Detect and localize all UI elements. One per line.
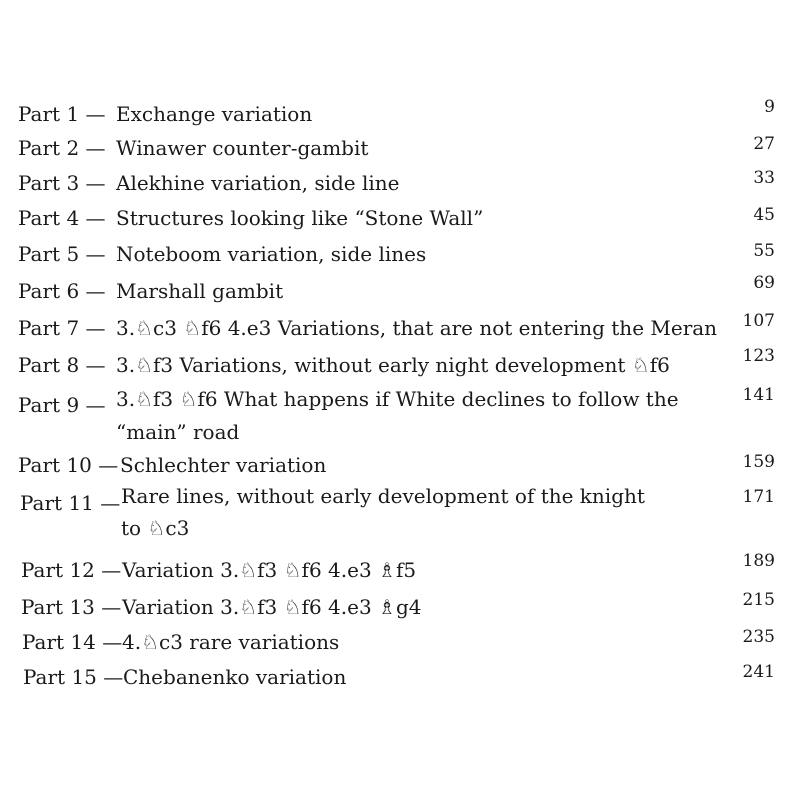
part-number: Part 11 — bbox=[20, 491, 121, 515]
part-title: 3.♘c3 ♘f6 4.e3 Variations, that are not entering the Meran bbox=[116, 316, 718, 340]
part-title: Variation 3.♘f3 ♘f6 4.e3 ♗g4 bbox=[122, 595, 422, 619]
part-title: Structures looking like “Stone Wall” bbox=[116, 206, 484, 230]
part-title: 4.♘c3 rare variations bbox=[122, 630, 340, 654]
part-title: Rare lines, without early development of the knight bbox=[121, 484, 645, 508]
part-title: Winawer counter-gambit bbox=[116, 136, 369, 160]
part-number: Part 9 — bbox=[18, 393, 106, 417]
part-title-continued: “main” road bbox=[116, 420, 240, 444]
page-number: 27 bbox=[753, 134, 775, 154]
part-title: Exchange variation bbox=[116, 102, 313, 126]
part-title: 3.♘f3 Variations, without early night development ♘f6 bbox=[116, 353, 670, 377]
page-number: 123 bbox=[742, 346, 775, 366]
part-number: Part 7 — bbox=[18, 316, 106, 340]
page-number: 9 bbox=[764, 97, 775, 117]
part-number: Part 15 — bbox=[23, 665, 124, 689]
page-number: 241 bbox=[742, 662, 775, 682]
page-number: 55 bbox=[753, 241, 775, 261]
part-number: Part 3 — bbox=[18, 171, 106, 195]
part-title: Variation 3.♘f3 ♘f6 4.e3 ♗f5 bbox=[122, 558, 417, 582]
page-number: 215 bbox=[742, 590, 775, 610]
part-number: Part 12 — bbox=[21, 558, 122, 582]
page-number: 45 bbox=[753, 205, 775, 225]
part-title-continued: to ♘c3 bbox=[121, 516, 190, 540]
part-title: Marshall gambit bbox=[116, 279, 284, 303]
page-number: 171 bbox=[742, 487, 775, 507]
part-number: Part 5 — bbox=[18, 242, 106, 266]
page-number: 141 bbox=[742, 385, 775, 405]
part-number: Part 8 — bbox=[18, 353, 106, 377]
page-number: 159 bbox=[742, 452, 775, 472]
part-title: Alekhine variation, side line bbox=[116, 171, 400, 195]
part-number: Part 13 — bbox=[21, 595, 122, 619]
part-number: Part 14 — bbox=[22, 630, 123, 654]
page-number: 107 bbox=[742, 311, 775, 331]
part-number: Part 4 — bbox=[18, 206, 106, 230]
part-number: Part 10 — bbox=[18, 453, 119, 477]
part-title: Schlechter variation bbox=[120, 453, 327, 477]
page-number: 189 bbox=[742, 551, 775, 571]
part-number: Part 6 — bbox=[18, 279, 106, 303]
part-title: Chebanenko variation bbox=[123, 665, 347, 689]
part-title: 3.♘f3 ♘f6 What happens if White declines to follow the bbox=[116, 387, 679, 411]
page-number: 235 bbox=[742, 627, 775, 647]
page-number: 69 bbox=[753, 273, 775, 293]
part-number: Part 1 — bbox=[18, 102, 106, 126]
page-number: 33 bbox=[753, 168, 775, 188]
part-number: Part 2 — bbox=[18, 136, 106, 160]
part-title: Noteboom variation, side lines bbox=[116, 242, 427, 266]
